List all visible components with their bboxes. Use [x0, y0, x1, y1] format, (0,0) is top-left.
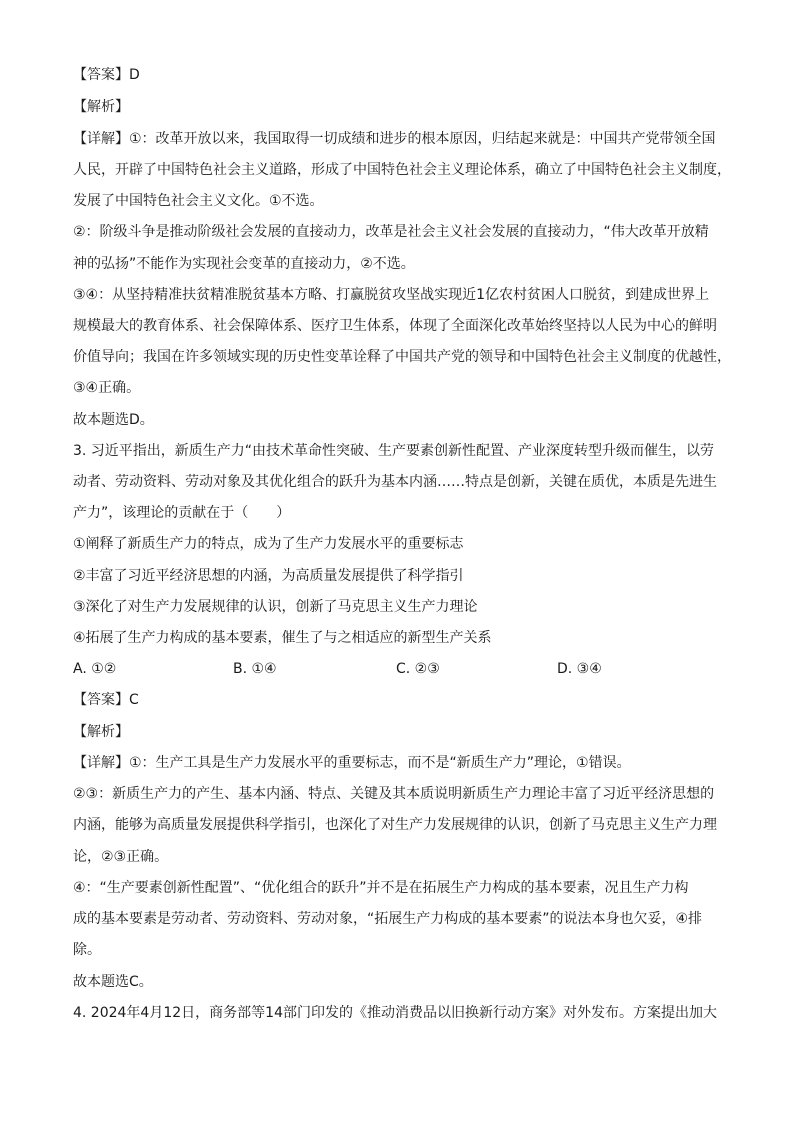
conclusion-line: 故本题选D。: [73, 412, 154, 428]
question-line: 4. 2024年4月12日，商务部等14部门印发的《推动消费品以旧换新行动方案》对外发布。方案提出加大: [73, 1005, 717, 1021]
paragraph-line: ③④正确。: [73, 380, 141, 396]
paragraph-line: ④：“生产要素创新性配置”、“优化组合的跃升”并不是在拓展生产力构成的基本要素，况且生产力构: [73, 880, 689, 896]
paragraph-line: 【详解】①：生产工具是生产力发展水平的重要标志，而不是“新质生产力”理论，①错误。: [73, 755, 631, 771]
paragraph-line: ③④：从坚持精准扶贫精准脱贫基本方略、打赢脱贫攻坚战实现近1亿农村贫困人口脱贫，到建成世界上: [73, 287, 710, 303]
answer-label: 【答案】C: [73, 692, 139, 708]
analysis-label: 【解析】: [73, 99, 129, 115]
paragraph-line: 发展了中国特色社会主义文化。①不选。: [73, 193, 324, 209]
conclusion-line: 故本题选C。: [73, 974, 153, 990]
statement-line: ②丰富了习近平经济思想的内涵，为高质量发展提供了科学指引: [73, 568, 464, 584]
paragraph-line: 【详解】①：改革开放以来，我国取得一切成绩和进步的根本原因，归结起来就是：中国共产党带领全国: [73, 131, 716, 147]
paragraph-line: ②③：新质生产力的产生、基本内涵、特点、关键及其本质说明新质生产力理论丰富了习近平经济思想的: [73, 786, 715, 802]
paragraph-line: 规模最大的教育体系、社会保障体系、医疗卫生体系，体现了全面深化改革始终坚持以人民为中心的鲜明: [73, 318, 717, 334]
paragraph-line: 论，②③正确。: [73, 849, 169, 865]
question-line: 产力”，该理论的贡献在于（ ）: [73, 505, 291, 521]
option-b: B. ①④: [233, 661, 277, 677]
paragraph-line: ②：阶级斗争是推动阶级社会发展的直接动力，改革是社会主义社会发展的直接动力，“伟大改革开放精: [73, 224, 709, 240]
question-line: 动者、劳动资料、劳动对象及其优化组合的跃升为基本内涵……特点是创新，关键在质优，本质是先进生: [73, 474, 717, 490]
option-a: A. ①②: [73, 661, 117, 677]
paragraph-line: 人民，开辟了中国特色社会主义道路，形成了中国特色社会主义理论体系，确立了中国特色社会主义制度，: [73, 162, 731, 178]
paragraph-line: 成的基本要素是劳动者、劳动资料、劳动对象，“拓展生产力构成的基本要素”的说法本身也欠妥，④排: [73, 911, 703, 927]
option-d: D. ③④: [557, 661, 602, 677]
question-line: 3. 习近平指出，新质生产力“由技术革命性突破、生产要素创新性配置、产业深度转型升级而催生，以劳: [73, 443, 715, 459]
statement-line: ①阐释了新质生产力的特点，成为了生产力发展水平的重要标志: [73, 536, 464, 552]
option-c: C. ②③: [396, 661, 440, 677]
paragraph-line: 价值导向；我国在许多领域实现的历史性变革诠释了中国共产党的领导和中国特色社会主义制度的优越性，: [73, 349, 731, 365]
analysis-label: 【解析】: [73, 724, 129, 740]
paragraph-line: 内涵，能够为高质量发展提供科学指引，也深化了对生产力发展规律的认识，创新了马克思主义生产力理: [73, 817, 717, 833]
statement-line: ④拓展了生产力构成的基本要素，催生了与之相适应的新型生产关系: [73, 630, 492, 646]
statement-line: ③深化了对生产力发展规律的认识，创新了马克思主义生产力理论: [73, 599, 478, 615]
paragraph-line: 神的弘扬”不能作为实现社会变革的直接动力，②不选。: [73, 256, 415, 272]
answer-label: 【答案】D: [73, 67, 140, 83]
paragraph-line: 除。: [73, 942, 101, 958]
